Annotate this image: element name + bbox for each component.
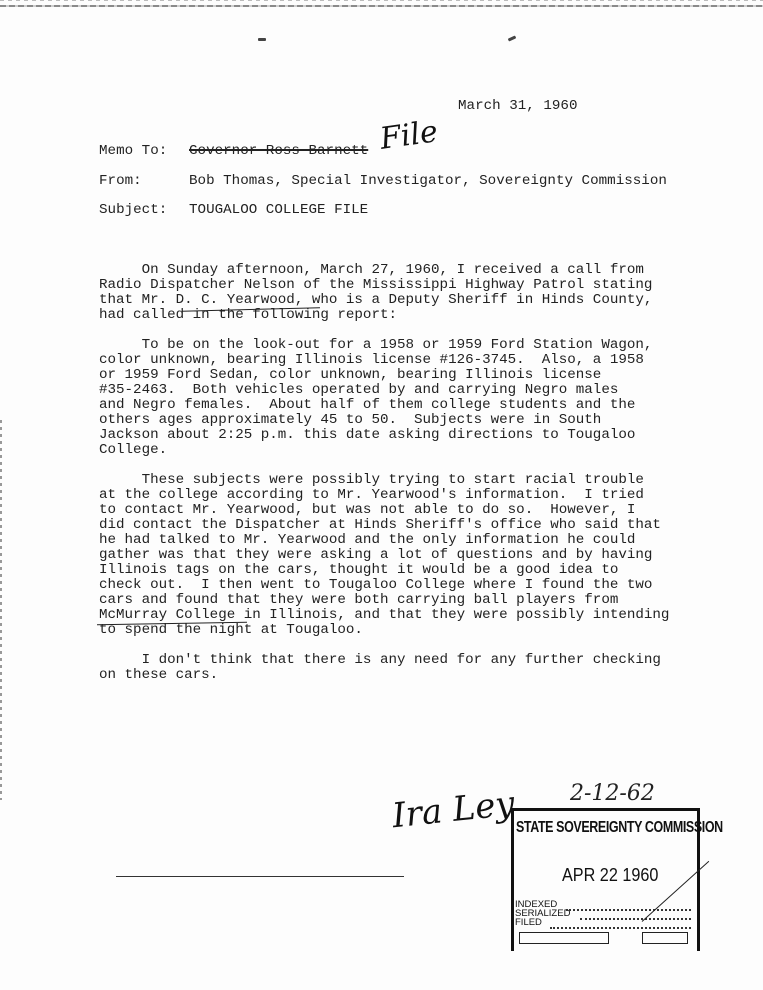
text-line: These subjects were possibly trying to start racial trouble	[99, 472, 644, 488]
text-line: others ages approximately 45 to 50. Subjects were in South	[99, 412, 602, 428]
text-line: and Negro females. About half of them college students and the	[99, 397, 636, 413]
memo-subject-value: TOUGALOO COLLEGE FILE	[189, 202, 369, 218]
scan-edge-top	[0, 5, 763, 7]
stamp-handwritten-date: 2-12-62	[570, 781, 655, 806]
text-line: at the college according to Mr. Yearwood's information. I tried	[99, 487, 644, 503]
text-line: #35-2463. Both vehicles operated by and carrying Negro males	[99, 382, 619, 398]
text-line: that Mr. D. C. Yearwood, who is a Deputy Sheriff in Hinds County,	[99, 292, 653, 308]
stamp-label-filed: FILED	[515, 917, 542, 928]
text-line: To be on the look-out for a 1958 or 1959 Ford Station Wagon,	[99, 337, 653, 353]
scan-edge-top-dotted	[0, 0, 763, 1]
commission-received-stamp	[511, 781, 723, 951]
text-line: Illinois tags on the cars, thought it would be a good idea to	[99, 562, 619, 578]
handwritten-initials: Ira Ley	[390, 783, 517, 837]
text-line: he had talked to Mr. Yearwood and the only information he could	[99, 532, 636, 548]
stamp-received-date: APR 22 1960	[562, 865, 659, 885]
memo-to-label: Memo To:	[99, 143, 168, 159]
memo-from-label: From:	[99, 173, 142, 189]
text-line: Jackson about 2:25 p.m. this date asking directions to Tougaloo	[99, 427, 636, 443]
text-line: College.	[99, 442, 168, 458]
punch-mark-right	[508, 35, 517, 41]
text-line: had called in the following report:	[99, 307, 397, 323]
stamp-title: STATE SOVEREIGNTY COMMISSION	[516, 819, 723, 836]
memo-to-recipient-struck: Governor Ross Barnett	[189, 143, 369, 159]
stamp-label-indexed: INDEXED	[515, 899, 558, 910]
memo-from-value: Bob Thomas, Special Investigator, Sovereignty Commission	[189, 173, 667, 189]
stamp-dotted-line	[550, 927, 691, 929]
memo-date: March 31, 1960	[458, 98, 578, 114]
text-line: to spend the night at Tougaloo.	[99, 622, 363, 638]
text-line: check out. I then went to Tougaloo College where I found the two	[99, 577, 653, 593]
text-line: did contact the Dispatcher at Hinds Sheriff's office who said that	[99, 517, 661, 533]
text-line: Radio Dispatcher Nelson of the Mississippi Highway Patrol stating	[99, 277, 653, 293]
text-line: On Sunday afternoon, March 27, 1960, I received a call from	[99, 262, 644, 278]
text-line: gather was that they were asking a lot of questions and by having	[99, 547, 653, 563]
text-line: McMurray College in Illinois, and that they were possibly intending	[99, 607, 670, 623]
scan-edge-left	[0, 420, 2, 800]
signature-line	[116, 876, 404, 877]
text-line: on these cars.	[99, 667, 219, 683]
text-line: I don't think that there is any need for any further checking	[99, 652, 661, 668]
stamp-dotted-line	[580, 918, 691, 920]
text-line: color unknown, bearing Illinois license #126-3745. Also, a 1958	[99, 352, 644, 368]
stamp-dotted-line	[566, 909, 691, 911]
memo-to-handwritten-file: File	[377, 114, 440, 157]
punch-mark-left	[258, 38, 266, 41]
stamp-box-right	[642, 932, 688, 944]
text-line: or 1959 Ford Sedan, color unknown, bearing Illinois license	[99, 367, 602, 383]
stamp-label-serialized: SERIALIZED	[515, 908, 571, 919]
memo-subject-label: Subject:	[99, 202, 168, 218]
text-line: cars and found that they were both carrying ball players from	[99, 592, 619, 608]
stamp-box-left	[519, 932, 609, 944]
text-line: to contact Mr. Yearwood, but was not able to do so. However, I	[99, 502, 636, 518]
